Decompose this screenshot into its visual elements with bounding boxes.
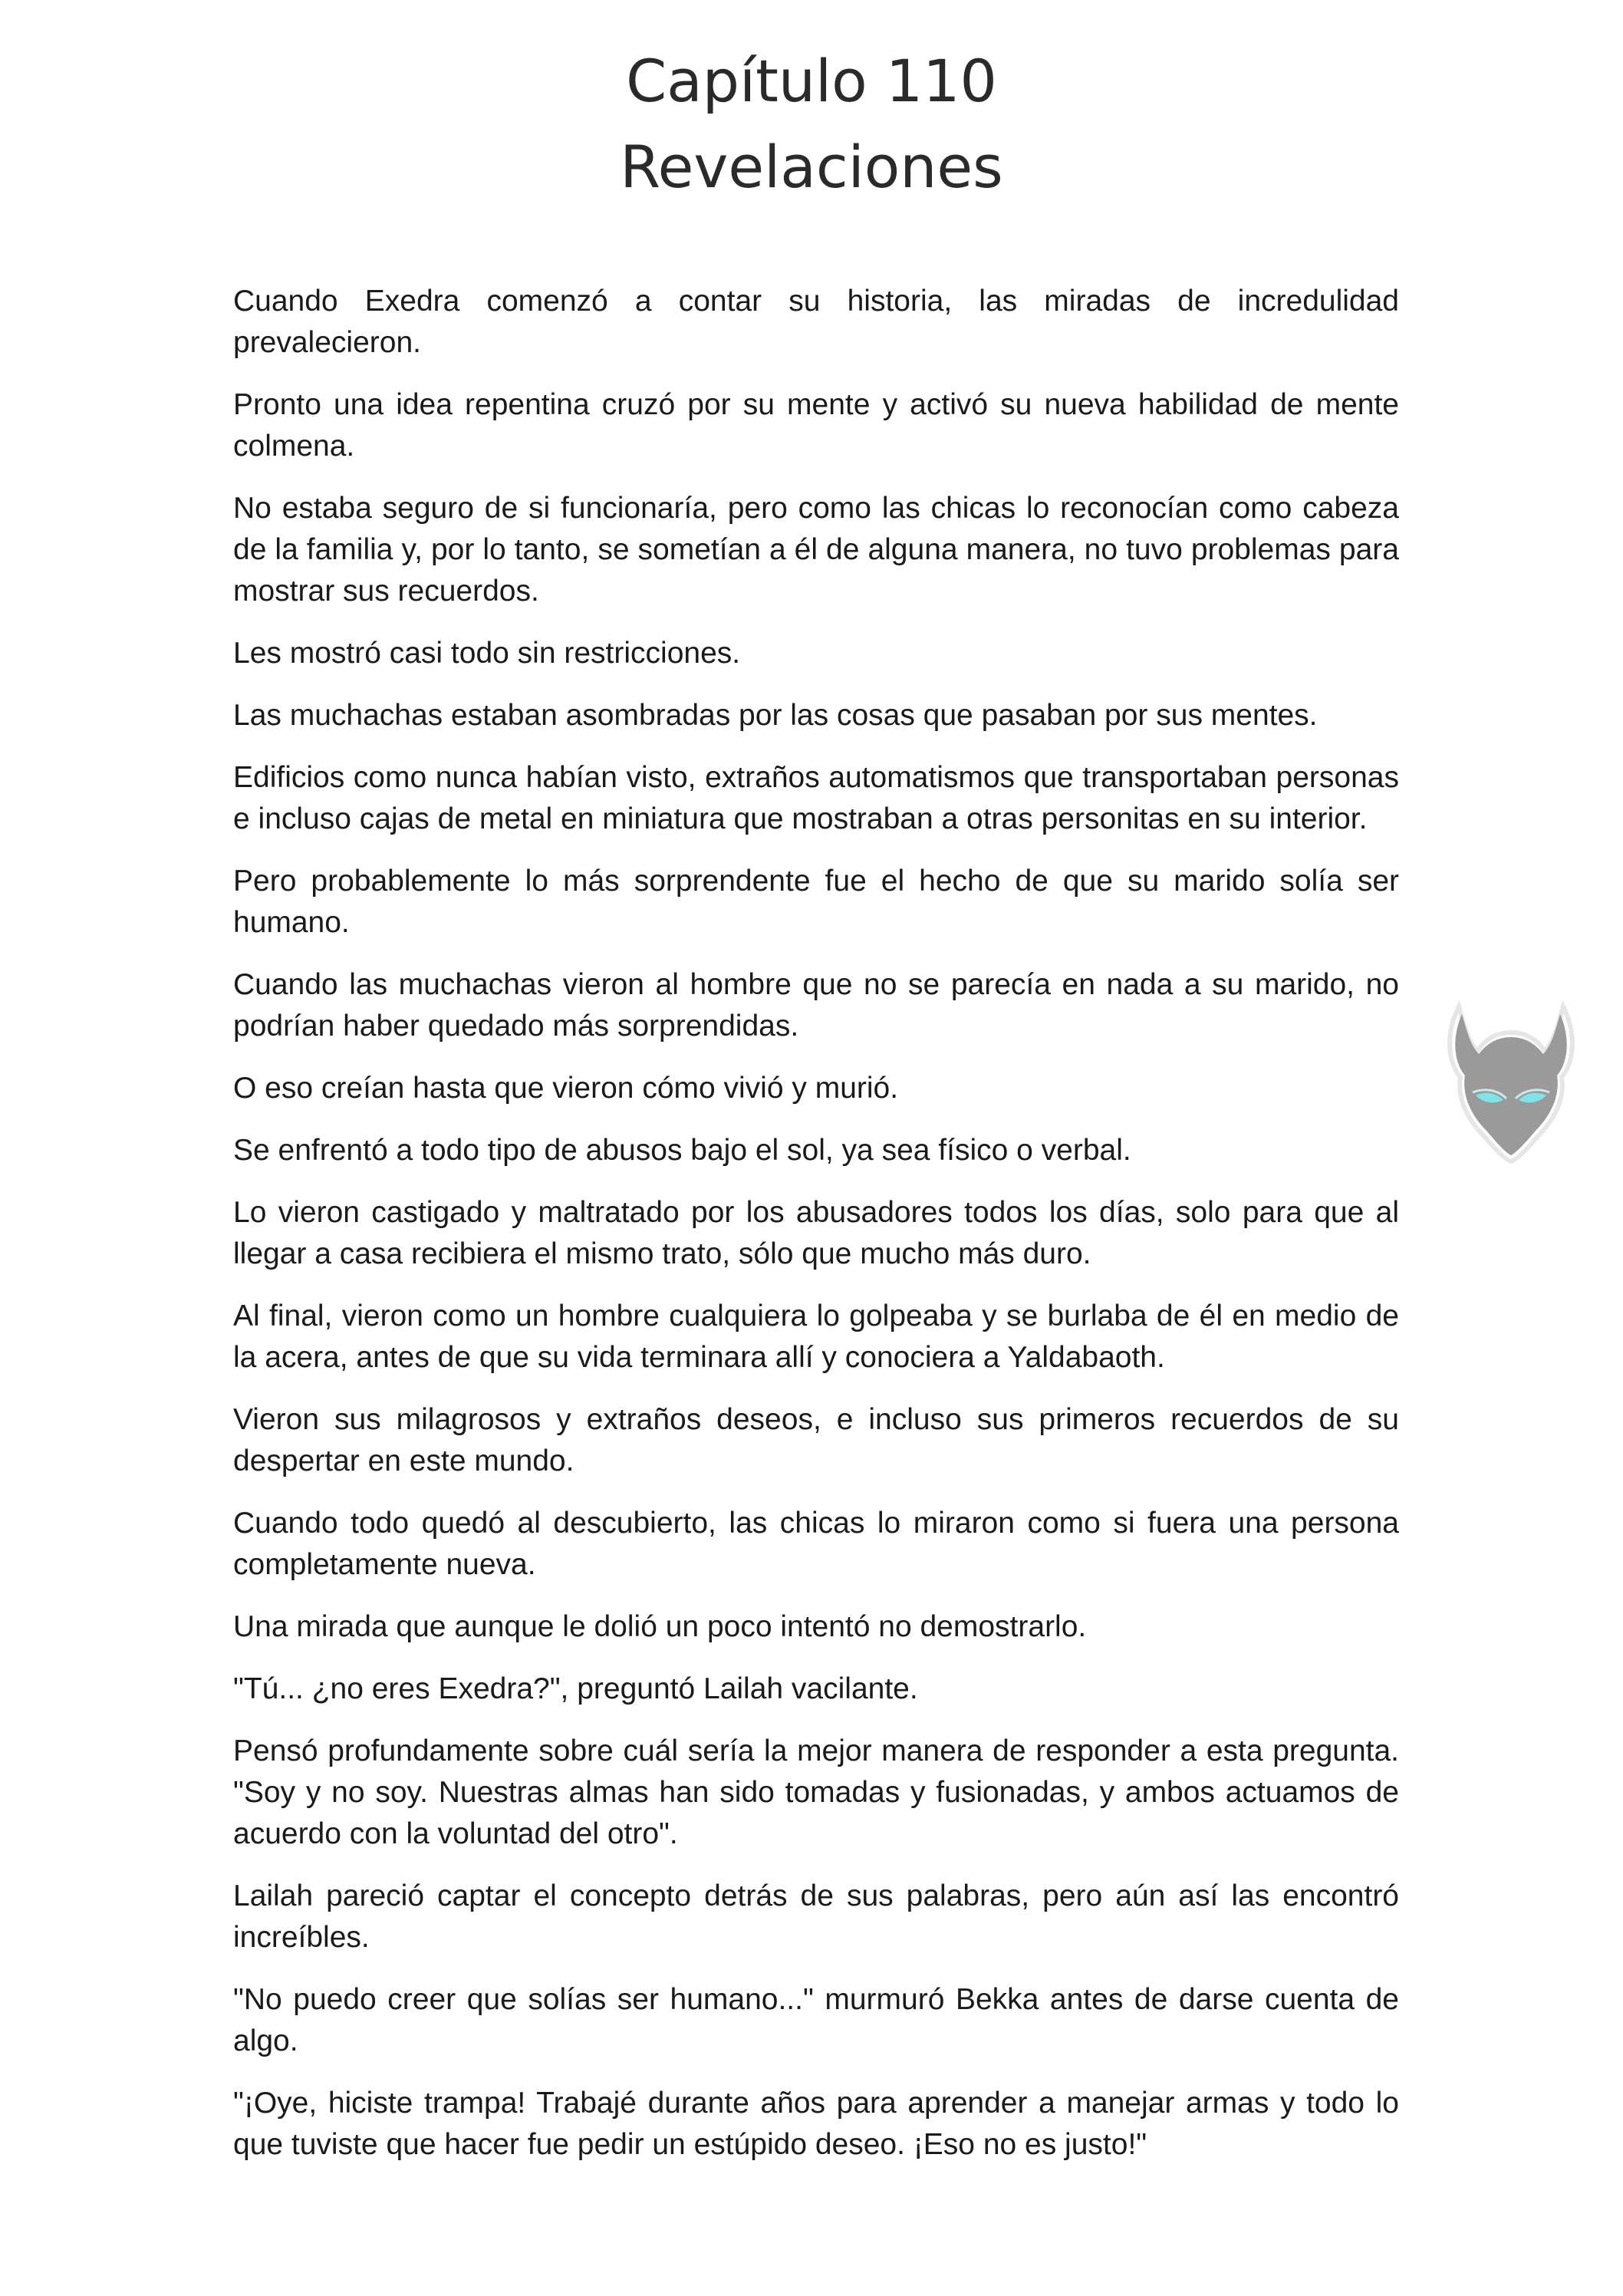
paragraph: "¡Oye, hiciste trampa! Trabajé durante años para aprender a manejar armas y todo lo que tuviste que hacer fue pedir un estúpido deseo. ¡Eso no es justo!"	[233, 2087, 1399, 2161]
paragraph: O eso creían hasta que vieron cómo vivió y murió.	[233, 1072, 899, 1105]
chapter-body	[233, 281, 1399, 2186]
paragraph: Edificios como nunca habían visto, extraños automatismos que transportaban personas e incluso cajas de metal en miniatura que mostraban a otras personitas en su interior.	[233, 761, 1399, 835]
paragraph: Las muchachas estaban asombradas por las cosas que pasaban por sus mentes.	[233, 699, 1318, 732]
chapter-title: Revelaciones	[620, 133, 1003, 201]
paragraph: "Tú... ¿no eres Exedra?", preguntó Lailah vacilante.	[233, 1672, 918, 1705]
chapter-header	[0, 38, 1623, 210]
horned-demon-head-icon	[1442, 997, 1580, 1166]
paragraph: Lo vieron castigado y maltratado por los abusadores todos los días, solo para que al llegar a casa recibiera el mismo trato, sólo que mucho más duro.	[233, 1196, 1399, 1270]
chapter-number: Capítulo 110	[626, 47, 997, 115]
paragraph: Les mostró casi todo sin restricciones.	[233, 637, 741, 670]
paragraph: Cuando las muchachas vieron al hombre que no se parecía en nada a su marido, no podrían haber quedado más sorprendidas.	[233, 968, 1399, 1043]
paragraph: Una mirada que aunque le dolió un poco intentó no demostrarlo.	[233, 1610, 1087, 1643]
demon-head-silhouette	[1450, 1006, 1572, 1161]
paragraph: Cuando Exedra comenzó a contar su historia, las miradas de incredulidad prevalecieron.	[233, 285, 1399, 359]
paragraph: Pensó profundamente sobre cuál sería la mejor manera de responder a esta pregunta. "Soy y no soy. Nuestras almas han sido tomadas y fusionadas, y ambos actuamos de acuerdo con la voluntad del otro".	[233, 1734, 1399, 1850]
paragraph: "No puedo creer que solías ser humano..." murmuró Bekka antes de darse cuenta de algo.	[233, 1983, 1399, 2057]
paragraph: Se enfrentó a todo tipo de abusos bajo el sol, ya sea físico o verbal.	[233, 1134, 1131, 1167]
paragraph: Cuando todo quedó al descubierto, las chicas lo miraron como si fuera una persona completamente nueva.	[233, 1507, 1399, 1581]
paragraph: No estaba seguro de si funcionaría, pero como las chicas lo reconocían como cabeza de la familia y, por lo tanto, se sometían a él de alguna manera, no tuvo problemas para mostrar sus recuerdos.	[233, 492, 1399, 608]
paragraph: Pronto una idea repentina cruzó por su mente y activó su nueva habilidad de mente colmena.	[233, 388, 1399, 463]
demon-logo-svg	[1442, 997, 1580, 1166]
paragraph: Al final, vieron como un hombre cualquiera lo golpeaba y se burlaba de él en medio de la acera, antes de que su vida terminara allí y conociera a Yaldabaoth.	[233, 1300, 1399, 1374]
paragraph: Vieron sus milagrosos y extraños deseos, e incluso sus primeros recuerdos de su despertar en este mundo.	[233, 1403, 1399, 1477]
paragraph: Pero probablemente lo más sorprendente fue el hecho de que su marido solía ser humano.	[233, 865, 1399, 939]
paragraph: Lailah pareció captar el concepto detrás de sus palabras, pero aún así las encontró increíbles.	[233, 1879, 1399, 1954]
